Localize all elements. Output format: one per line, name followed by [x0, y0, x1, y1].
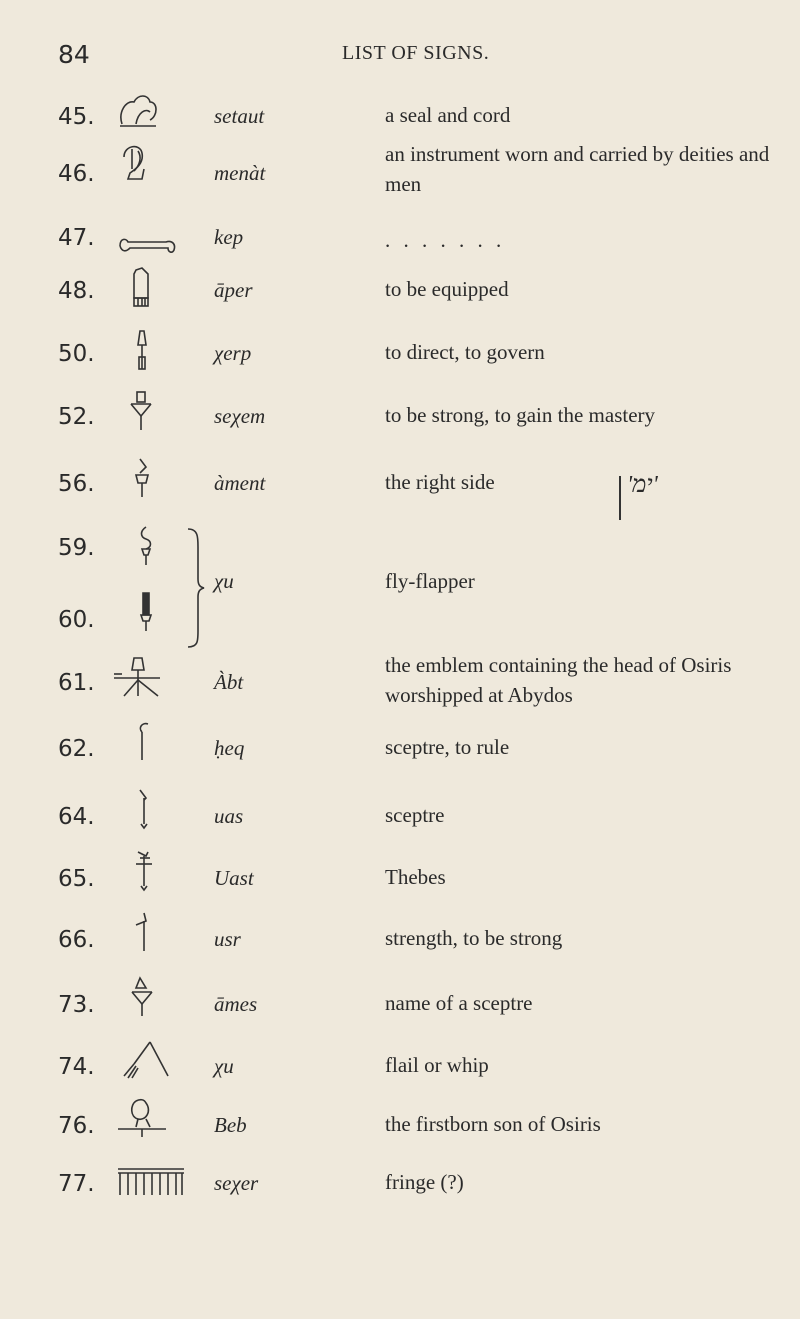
transliteration: menàt — [214, 161, 266, 185]
meaning: sceptre — [385, 803, 445, 827]
annotation-rule — [619, 476, 621, 520]
hebrew-annotation — [615, 470, 695, 522]
uast-glyph — [132, 850, 156, 892]
transliteration: setaut — [214, 104, 265, 128]
meaning: to be equipped — [385, 277, 509, 301]
entry-number: 47. — [58, 225, 95, 251]
transliteration: Beb — [214, 1113, 247, 1137]
entry-number: 73. — [58, 992, 95, 1018]
transliteration: kep — [214, 225, 244, 249]
transliteration: āmes — [214, 992, 258, 1016]
meaning: sceptre, to rule — [385, 735, 510, 759]
page-number: 84 — [58, 40, 90, 69]
beb-glyph — [116, 1097, 170, 1139]
running-head: LIST OF SIGNS. — [342, 42, 490, 64]
entry-number: 65. — [58, 866, 95, 892]
transliteration: seχer — [214, 1171, 259, 1195]
transliteration: āper — [214, 278, 253, 302]
meaning: name of a sceptre — [385, 991, 533, 1015]
entry-number: 50. — [58, 341, 95, 367]
entry-number: 56. — [58, 471, 95, 497]
entry-number: 66. — [58, 927, 95, 953]
sexem-glyph — [128, 390, 154, 432]
group-transliteration: χu — [214, 569, 234, 593]
flail-glyph — [120, 1038, 170, 1080]
heq-glyph — [134, 720, 154, 762]
meaning: the emblem containing the head of Osiris worshipped at Abydos — [385, 653, 732, 707]
entry-number: 64. — [58, 804, 95, 830]
entry-number: 62. — [58, 736, 95, 762]
transliteration: Àbt — [214, 670, 244, 694]
abt-glyph — [110, 656, 164, 698]
seal-and-cord-glyph — [116, 90, 160, 132]
ament-glyph — [132, 457, 152, 499]
usr-glyph — [130, 911, 154, 953]
transliteration: ḥeq — [214, 736, 245, 760]
meaning: the firstborn son of Osiris — [385, 1112, 601, 1136]
uas-glyph — [134, 788, 154, 830]
aper-glyph — [130, 266, 154, 308]
entry-number: 60. — [58, 607, 95, 633]
entry-number: 77. — [58, 1171, 95, 1197]
entry-number: 74. — [58, 1054, 95, 1080]
transliteration: usr — [214, 927, 241, 951]
entry-number: 45. — [58, 104, 95, 130]
fringe-glyph — [116, 1165, 186, 1197]
xu-glyph-2 — [136, 591, 156, 633]
entry-number: 48. — [58, 278, 95, 304]
entry-number: 59. — [58, 535, 95, 561]
entry-number: 76. — [58, 1113, 95, 1139]
entry-number: 46. — [58, 161, 95, 187]
xerp-glyph — [132, 329, 152, 371]
meaning: strength, to be strong — [385, 926, 563, 950]
xu-glyph-1 — [136, 525, 156, 567]
hebrew-text: 'ימ' — [627, 472, 658, 498]
entry-number: 61. — [58, 670, 95, 696]
entry-number: 52. — [58, 404, 95, 430]
meaning: . . . . . . . — [385, 228, 506, 252]
meaning: the right side — [385, 470, 495, 494]
transliteration: Uast — [214, 866, 254, 890]
meaning: an instrument worn and carried by deities and men — [385, 142, 770, 196]
meaning: flail or whip — [385, 1053, 489, 1077]
ames-glyph — [128, 976, 156, 1018]
meaning: to direct, to govern — [385, 340, 545, 364]
group-meaning: fly-flapper — [385, 569, 475, 593]
meaning: a seal and cord — [385, 103, 511, 127]
menat-glyph — [114, 139, 158, 181]
transliteration: àment — [214, 471, 266, 495]
meaning: fringe (?) — [385, 1170, 464, 1194]
bracket-brace — [186, 527, 206, 649]
transliteration: χerp — [214, 341, 252, 365]
page-header — [0, 40, 800, 70]
transliteration: χu — [214, 1054, 234, 1078]
meaning: Thebes — [385, 865, 446, 889]
kep-glyph — [118, 223, 182, 265]
meaning: to be strong, to gain the mastery — [385, 403, 656, 427]
transliteration: uas — [214, 804, 244, 828]
transliteration: seχem — [214, 404, 266, 428]
